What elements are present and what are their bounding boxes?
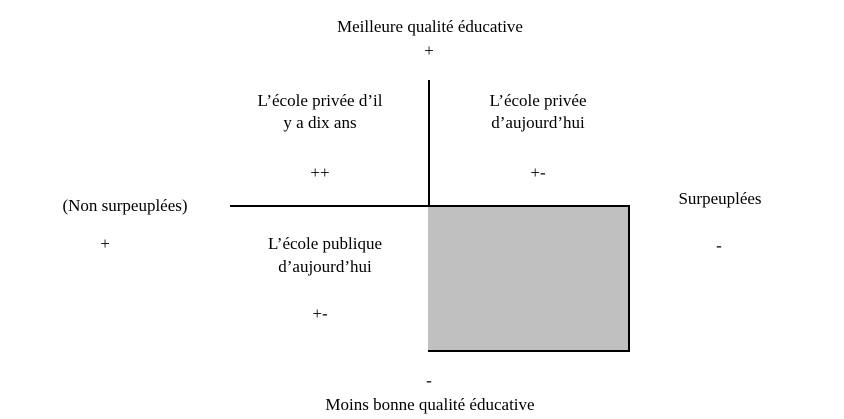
vertical-axis	[428, 80, 430, 220]
quadrant-top-left-line2: y a dix ans	[283, 113, 357, 132]
quadrant-top-left-line1: L’école privée d’il	[257, 91, 383, 110]
axis-left-sign: +	[100, 234, 110, 253]
quadrant-top-right-line2: d’aujourd’hui	[491, 113, 585, 132]
quadrant-bottom-left-line1: L’école publique	[267, 234, 383, 253]
axis-top-label: Meilleure qualité éducative	[337, 17, 523, 36]
axis-bottom-sign: -	[426, 371, 432, 390]
quadrant-top-left-score: ++	[310, 163, 330, 182]
quadrant-bottom-left-score: +-	[312, 304, 328, 323]
horizontal-axis	[230, 205, 430, 207]
axis-right-label: Surpeuplées	[678, 189, 762, 208]
axis-right-sign: -	[716, 236, 722, 255]
quadrant-bottom-left-line2: d’aujourd’hui	[278, 257, 372, 276]
quadrant-top-right-score: +-	[530, 163, 546, 182]
axis-top-sign: +	[424, 41, 434, 60]
shaded-quadrant	[428, 205, 630, 352]
axis-bottom-label: Moins bonne qualité éducative	[325, 395, 535, 414]
quadrant-top-right-line1: L’école privée	[489, 91, 587, 110]
axis-left-label: (Non surpeuplées)	[62, 196, 188, 215]
